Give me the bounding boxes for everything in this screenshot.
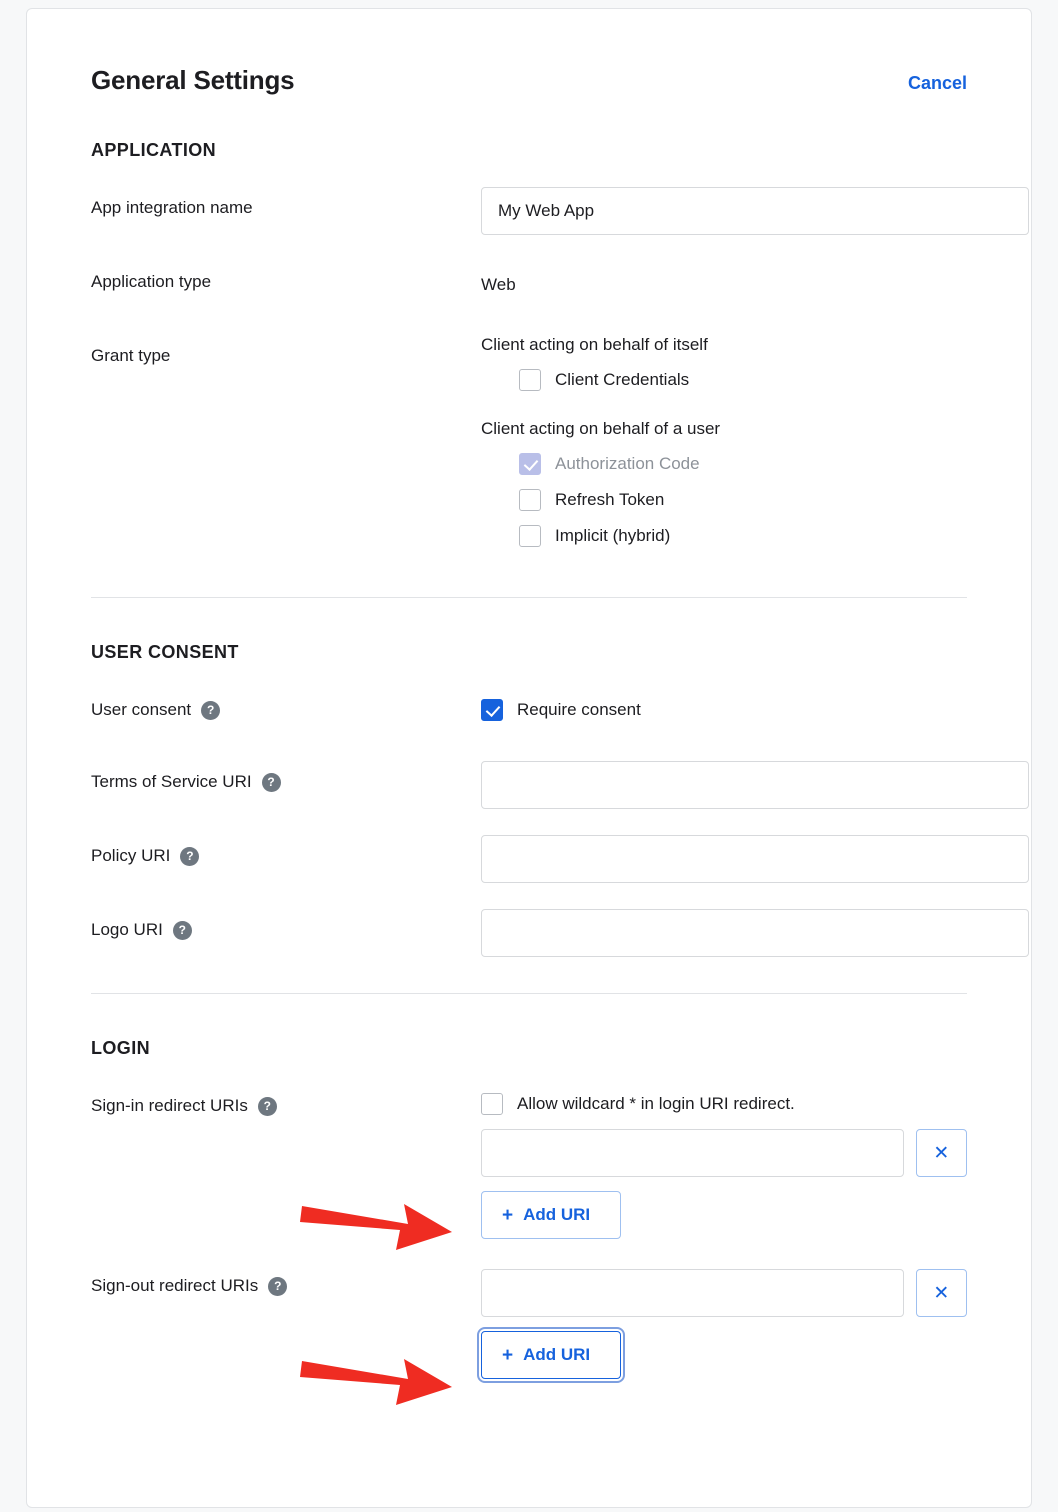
grant-group-client-itself: Client acting on behalf of itself	[481, 335, 708, 354]
section-heading-login: LOGIN	[91, 1038, 150, 1058]
section-heading-application: APPLICATION	[91, 140, 217, 160]
require-consent-label: Require consent	[517, 700, 641, 719]
refresh-token-checkbox[interactable]	[519, 489, 541, 511]
label-app-integration-name-text: App integration name	[91, 198, 253, 217]
row-app-integration-name	[91, 187, 967, 235]
client-credentials-label: Client Credentials	[555, 370, 690, 389]
row-policy-uri	[91, 835, 967, 883]
page-title: General Settings	[91, 65, 295, 95]
add-sign-out-uri-button[interactable]	[481, 1331, 621, 1379]
label-application-type	[91, 261, 481, 295]
sign-out-redirect-uri-row	[481, 1269, 967, 1317]
label-grant-type-text: Grant type	[91, 346, 171, 365]
close-icon: ✕	[933, 1142, 950, 1164]
add-sign-in-uri-button[interactable]	[481, 1191, 621, 1239]
checkbox-row-refresh-token[interactable]	[519, 489, 967, 511]
label-terms-of-service-uri-text: Terms of Service URI	[91, 772, 252, 791]
label-user-consent	[91, 689, 481, 723]
checkbox-row-require-consent[interactable]	[481, 699, 967, 721]
label-sign-in-redirect-uris	[91, 1085, 481, 1119]
logo-uri-input[interactable]	[481, 909, 1029, 957]
cancel-button[interactable]: Cancel	[907, 73, 967, 93]
label-sign-out-redirect-uris-text: Sign-out redirect URIs	[91, 1276, 259, 1295]
implicit-hybrid-checkbox[interactable]	[519, 525, 541, 547]
row-grant-type	[91, 335, 967, 561]
help-icon[interactable]: ?	[201, 701, 220, 720]
implicit-hybrid-label: Implicit (hybrid)	[555, 526, 671, 545]
terms-of-service-uri-input[interactable]	[481, 761, 1029, 809]
general-settings-card	[26, 8, 1032, 1508]
require-consent-checkbox[interactable]	[481, 699, 503, 721]
checkbox-row-client-credentials[interactable]	[519, 369, 967, 391]
row-user-consent	[91, 689, 967, 735]
sign-in-redirect-uri-row	[481, 1129, 967, 1177]
help-icon[interactable]: ?	[268, 1277, 287, 1296]
label-sign-out-redirect-uris	[91, 1265, 481, 1299]
add-sign-out-uri-label: Add URI	[523, 1345, 591, 1364]
label-policy-uri-text: Policy URI	[91, 846, 171, 865]
label-sign-in-redirect-uris-text: Sign-in redirect URIs	[91, 1096, 248, 1115]
row-sign-in-redirect-uris	[91, 1085, 967, 1239]
help-icon[interactable]: ?	[180, 847, 199, 866]
checkbox-row-authorization-code	[519, 453, 967, 475]
label-user-consent-text: User consent	[91, 700, 192, 719]
sign-out-redirect-uri-input[interactable]	[481, 1269, 904, 1317]
plus-icon: +	[502, 1344, 514, 1366]
policy-uri-input[interactable]	[481, 835, 1029, 883]
label-app-integration-name	[91, 187, 481, 221]
label-logo-uri	[91, 909, 481, 943]
client-credentials-checkbox[interactable]	[519, 369, 541, 391]
checkbox-row-implicit-hybrid[interactable]	[519, 525, 967, 547]
row-application-type	[91, 261, 967, 309]
card-header	[91, 9, 967, 96]
section-heading-user-consent: USER CONSENT	[91, 642, 239, 662]
remove-sign-out-uri-button[interactable]	[916, 1269, 967, 1317]
divider-user-consent	[91, 993, 967, 994]
divider-application	[91, 597, 967, 598]
label-application-type-text: Application type	[91, 272, 212, 291]
plus-icon: +	[502, 1204, 514, 1226]
allow-wildcard-label: Allow wildcard * in login URI redirect.	[517, 1094, 795, 1113]
sign-in-redirect-uri-input[interactable]	[481, 1129, 904, 1177]
allow-wildcard-checkbox[interactable]	[481, 1093, 503, 1115]
authorization-code-label: Authorization Code	[555, 454, 700, 473]
close-icon: ✕	[933, 1282, 950, 1304]
label-logo-uri-text: Logo URI	[91, 920, 163, 939]
help-icon[interactable]: ?	[258, 1097, 277, 1116]
remove-sign-in-uri-button[interactable]	[916, 1129, 967, 1177]
help-icon[interactable]: ?	[262, 773, 281, 792]
help-icon[interactable]: ?	[173, 921, 192, 940]
application-type-value: Web	[481, 275, 516, 294]
app-integration-name-input[interactable]	[481, 187, 1029, 235]
row-sign-out-redirect-uris	[91, 1265, 967, 1379]
grant-group-client-user: Client acting on behalf of a user	[481, 419, 721, 438]
checkbox-row-allow-wildcard[interactable]	[481, 1093, 967, 1115]
refresh-token-label: Refresh Token	[555, 490, 665, 509]
label-policy-uri	[91, 835, 481, 869]
row-terms-of-service-uri	[91, 761, 967, 809]
row-logo-uri	[91, 909, 967, 957]
add-sign-in-uri-label: Add URI	[523, 1205, 591, 1224]
label-terms-of-service-uri	[91, 761, 481, 795]
authorization-code-checkbox	[519, 453, 541, 475]
label-grant-type	[91, 335, 481, 369]
